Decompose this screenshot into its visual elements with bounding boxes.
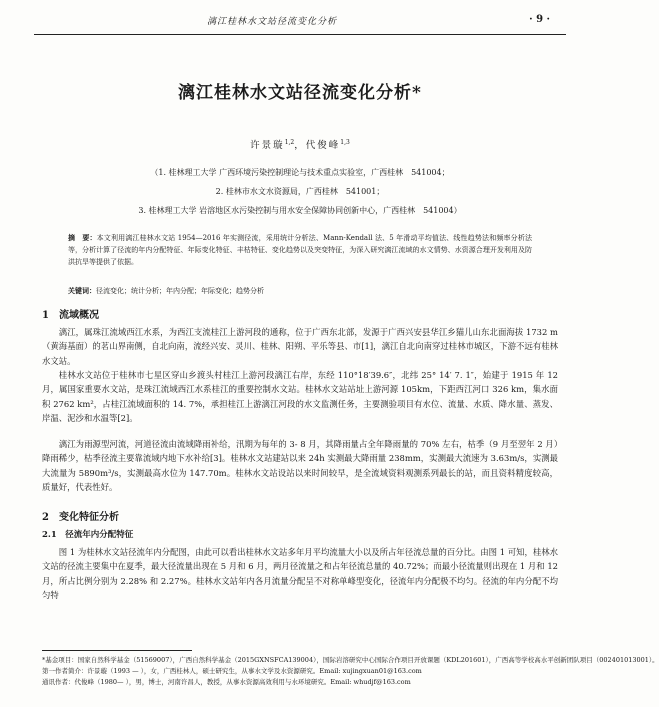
body-paragraph: 漓江为雨源型河流，河道径流由流域降雨补给，汛期为每年的 3- 8 月，其降雨量占全年降雨量的 70% 左右，枯季（9 月至翌年 2 月）降雨稀少，枯季径流主要靠流域内地下水补给[3]。桂林水文站建站以来 24h 实测最大降雨量 238mm，实测最大流速为 3.63m/s，实测最大流量为 5890m³/s，实测最高水位为 147.70m。桂林水文站设站以来时间较早，是全流域资料观测系列最长的站，而且资料精度较高，质量好，代表性好。 — [42, 439, 558, 492]
author-line: 许景璇$^{1,2}$，代俊峰$^{1,3}$ — [250, 138, 350, 151]
abstract-label: 摘 要： — [68, 233, 97, 242]
author-affiliation-marks: 1,2 — [284, 138, 295, 146]
footnote: *基金项目：国家自然科学基金（51569007），广西自然科学基金（2015GXNSFCA139004），国际岩溶研究中心国际合作项目开放课题（KDL201601），广西高等学校高水平创新团队项目（002401013001）。 — [42, 656, 659, 664]
keywords — [68, 285, 532, 297]
affiliations — [60, 163, 540, 220]
body-paragraph: 桂林水文站位于桂林市七星区穿山乡渡头村桂江上游河段漓江右岸，东经 110°18′39.6″，北纬 25° 14′ 7. 1″，始建于 1915 年 12 月，属国家重要水文站，是珠江流域西江水系桂江的重要控制水文站。桂林水文站站址上游河源 105km，下距西江河口 326 km，集水面积 2762 km²，占桂江流域面积的 14. 7%，承担桂江上游漓江河段的水文监测任务，主要测验项目有水位、流量、水质、降水量、蒸发、岸温、泥沙和水温等[2]。 — [42, 370, 558, 423]
section-heading: 1 流域概况 — [42, 310, 99, 321]
affiliation-line: 2. 桂林市水文水资源局，广西桂林 541001； — [215, 187, 385, 196]
running-title: 漓江桂林水文站径流变化分析 — [206, 17, 338, 27]
author-name: 代俊峰 — [305, 140, 341, 151]
keywords-label: 关键词： — [68, 286, 96, 295]
footnote: 第一作者简介：许景璇（1993 — ），女，广西桂林人，硕士研究生，从事水文学及水资源研究。Email: xujingxuan01@163.com — [42, 666, 422, 675]
footnotes — [42, 655, 659, 687]
paper-title: 漓江桂林水文站径流变化分析* — [178, 83, 422, 103]
footnote-rule — [42, 650, 192, 651]
keywords-text: 径流变化；统计分析；年内分配；年际变化；趋势分析 — [96, 287, 264, 295]
subsection-heading: 2.1 径流年内分配特征 — [42, 530, 134, 540]
page-number: · 9 · — [529, 14, 550, 25]
author-affiliation-marks: 1,3 — [340, 138, 350, 146]
footnote: 通讯作者：代俊峰（1980— ），男，博士，河南许昌人，教授，从事水资源高效利用与水环境研究。Email: whudjf@163.com — [42, 677, 411, 686]
affiliation-line: 3. 桂林理工大学 岩溶地区水污染控制与用水安全保障协同创新中心，广西桂林 541004） — [138, 206, 462, 215]
author-name: 许景璇 — [250, 140, 285, 151]
section-heading: 2 变化特征分析 — [42, 512, 119, 523]
header-rule — [34, 34, 566, 35]
affiliation-line: （1. 桂林理工大学 广西环境污染控制理论与技术重点实验室，广西桂林 541004； — [150, 168, 450, 177]
body-paragraph: 漓江，属珠江流域西江水系，为西江支流桂江上游河段的通称，位于广西东北部，发源于广西兴安县华江乡猫儿山东北面海拔 1732 m（黄海基面）的茗山界南侧，自北向南，流经兴安、灵川、桂林、阳朔、平乐等县、市[1]，漓江自北向南穿过桂林市城区，下游不远有桂林水文站。 — [42, 327, 558, 366]
abstract-text: 本文利用漓江桂林水文站 1954—2016 年实测径流，采用统计分析法、Mann-Kendall 法、5 年滑动平均值法、线性趋势法和频率分析法等，分析计算了径流的年内分配特征、年际变化特征、丰枯特征、变化趋势以及突变特征，为深入研究漓江流域的水文情势、水资源合理开发利用及防洪抗旱等提供了依据。 — [68, 234, 532, 266]
abstract — [68, 232, 532, 268]
running-header — [0, 14, 600, 30]
body-paragraph: 图 1 为桂林水文站径流年内分配图，由此可以看出桂林水文站多年月平均流量大小以及所占年径流总量的百分比。由图 1 可知，桂林水文站的径流主要集中在夏季，最大径流量出现在 5 月和 6 月，两月径流量之和占年径流总量的 40.72%；而最小径流量则出现在 1 月和 12 月，所占比例分别为 2.28% 和 2.27%。桂林水文站年内各月流量分配呈不对称单峰型变化，径流年内分配极不均匀。径流的年内分配不均匀特 — [42, 547, 558, 600]
